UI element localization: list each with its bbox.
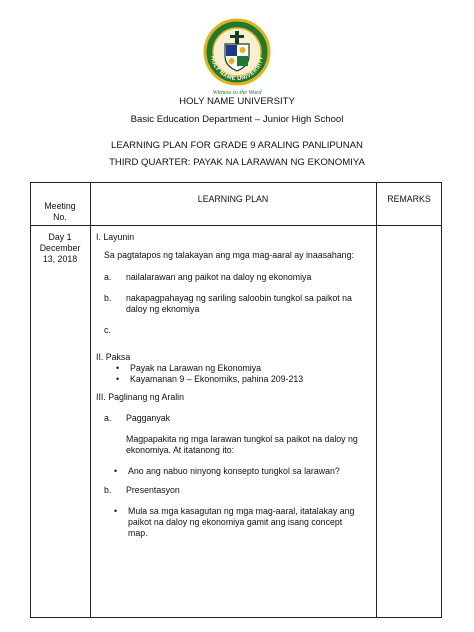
meeting-date xyxy=(30,232,90,265)
table-border-bottom xyxy=(30,617,442,618)
step-b-text: Presentasyon xyxy=(126,485,180,495)
table-header-line xyxy=(30,225,442,226)
plan-title: LEARNING PLAN FOR GRADE 9 ARALING PANLIPUNAN xyxy=(111,140,363,151)
objective-b-line-1: nakapagpahayag ng sariling saloobin tungkol sa paikot na xyxy=(126,293,352,303)
objective-a xyxy=(104,272,312,283)
presentation-line-2: paikot na daloy ng ekonomiya gamit ang isang concept xyxy=(128,517,343,527)
step-b xyxy=(104,485,180,496)
learning-plan-table xyxy=(30,182,442,618)
step-a-description xyxy=(126,434,358,456)
objective-a-marker: a. xyxy=(104,272,112,282)
section-layunin: I. Layunin xyxy=(96,232,135,242)
seal-motto: Witness to the Word xyxy=(212,89,262,96)
objective-b-marker: b. xyxy=(104,293,112,303)
header-remarks: REMARKS xyxy=(387,194,431,204)
step-b-marker: b. xyxy=(104,485,112,495)
header-meeting-line-1: Meeting xyxy=(44,201,76,211)
bullet: • xyxy=(116,374,120,384)
meeting-month: December xyxy=(39,243,81,253)
section-paksa: II. Paksa xyxy=(96,352,131,362)
table-border-right xyxy=(441,182,442,618)
header-meeting-line-2: No. xyxy=(53,212,67,222)
paksa-item-1 xyxy=(116,363,262,374)
objective-b xyxy=(104,293,352,315)
header-learning-plan: LEARNING PLAN xyxy=(197,194,269,204)
presentation-line-1: Mula sa mga kasagutan ng mga mag-aaral, itatalakay ang xyxy=(128,506,355,516)
table-divider-2 xyxy=(376,182,377,618)
presentation-line-3: map. xyxy=(128,528,148,538)
section-paglinang: III. Paglinang ng Aralin xyxy=(96,392,185,402)
table-divider-1 xyxy=(90,182,91,618)
step-a xyxy=(104,413,171,424)
objective-a-text: nailalarawan ang paikot na daloy ng ekonomiya xyxy=(126,272,312,282)
step-a-text: Pagganyak xyxy=(126,413,171,423)
header-meeting xyxy=(30,201,90,223)
bullet: • xyxy=(114,506,118,516)
paksa-item-1-text: Payak na Larawan ng Ekonomiya xyxy=(130,363,262,373)
layunin-intro: Sa pagtatapos ng talakayan ang mga mag-aaral ay inaasahang: xyxy=(104,250,354,260)
question-1 xyxy=(114,466,340,477)
step-a-description-line-2: ekonomiya. At itatanong ito: xyxy=(126,445,235,455)
department-name: Basic Education Department – Junior High School xyxy=(130,114,344,125)
meeting-year: 13, 2018 xyxy=(42,254,78,264)
bullet: • xyxy=(114,466,118,476)
step-a-marker: a. xyxy=(104,413,112,423)
university-seal xyxy=(203,18,271,98)
meeting-day: Day 1 xyxy=(48,232,72,242)
objective-c-marker: c. xyxy=(104,325,111,335)
step-a-description-line-1: Magpapakita ng mga larawan tungkol sa paikot na daloy ng xyxy=(126,434,358,444)
table-border-top xyxy=(30,182,442,183)
presentation-item-1 xyxy=(114,506,355,539)
seal-ring-text: HOLY NAME UNIVERSITY xyxy=(209,55,265,83)
paksa-item-2-text: Kayamanan 9 – Ekonomiks, pahina 209-213 xyxy=(130,374,304,384)
quarter-title: THIRD QUARTER: PAYAK NA LARAWAN NG EKONOMIYA xyxy=(109,157,365,168)
question-1-text: Ano ang nabuo ninyong konsepto tungkol sa larawan? xyxy=(128,466,340,476)
university-name: HOLY NAME UNIVERSITY xyxy=(179,96,295,107)
objective-b-line-2: daloy ng eknomiya xyxy=(126,304,200,314)
bullet: • xyxy=(116,363,120,373)
paksa-item-2 xyxy=(116,374,304,385)
